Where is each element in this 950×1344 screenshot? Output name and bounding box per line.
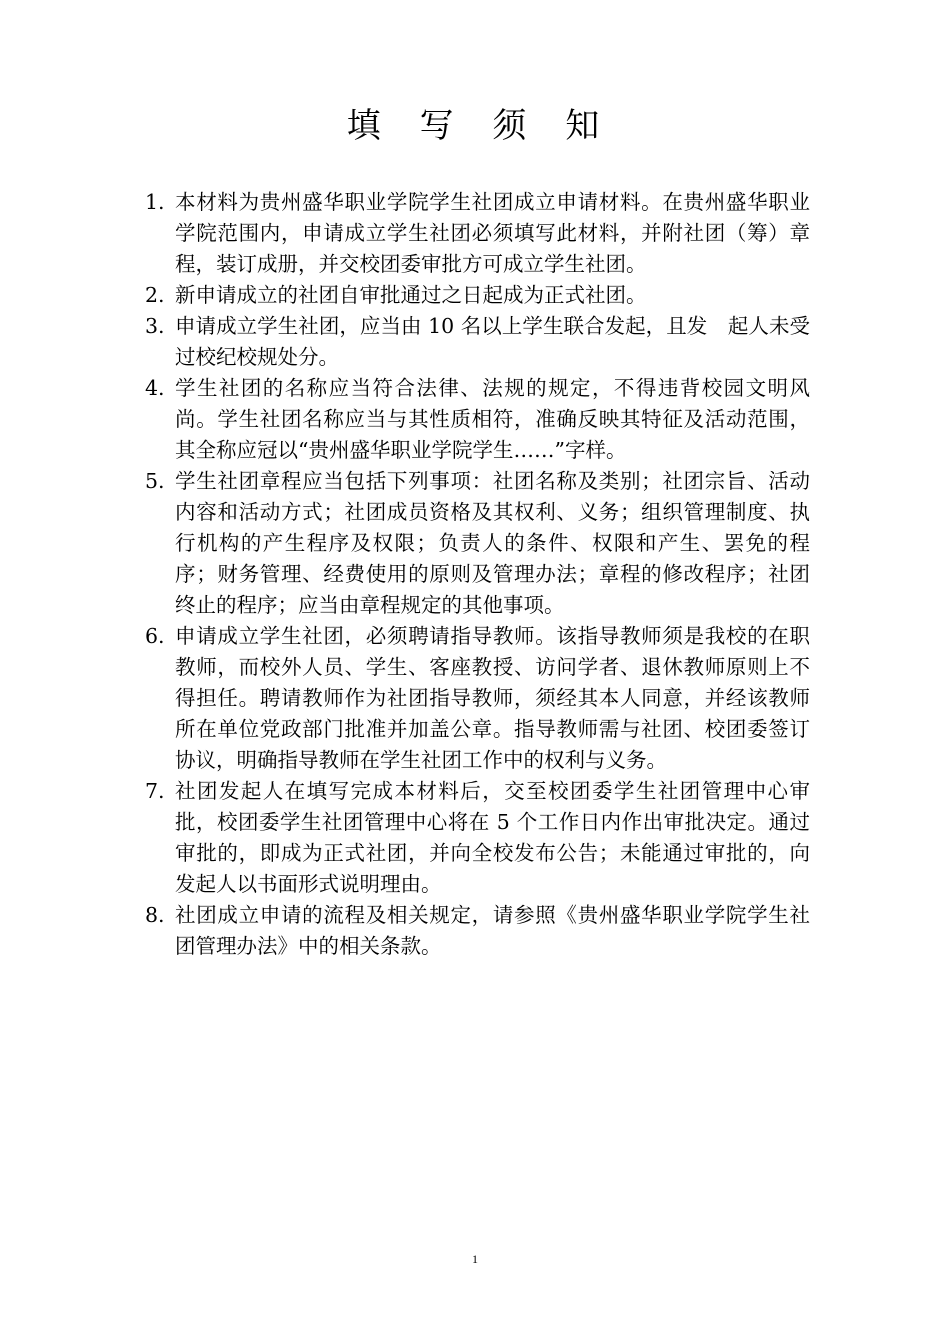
note-text: 学生社团章程应当包括下列事项：社团名称及类别；社团宗旨、活动内容和活动方式；社团成员资格及其权利、义务；组织管理制度、执行机构的产生程序及权限；负责人的条件、权限和产生、罢免的程序；财务管理、经费使用的原则及管理办法；章程的修改程序；社团终止的程序；应当由章程规定的其他事项。 <box>175 469 810 617</box>
note-text: 本材料为贵州盛华职业学院学生社团成立申请材料。在贵州盛华职业学院范围内，申请成立学生社团必须填写此材料，并附社团（筹）章程，装订成册，并交校团委审批方可成立学生社团。 <box>175 190 810 276</box>
note-item-5 <box>145 466 810 621</box>
note-item-8 <box>145 900 810 962</box>
note-text: 申请成立学生社团，必须聘请指导教师。该指导教师须是我校的在职教师，而校外人员、学生、客座教授、访问学者、退休教师原则上不得担任。聘请教师作为社团指导教师，须经其本人同意，并经该教师所在单位党政部门批准并加盖公章。指导教师需与社团、校团委签订协议，明确指导教师在学生社团工作中的权利与义务。 <box>175 624 810 772</box>
note-item-2 <box>145 280 810 311</box>
note-item-4 <box>145 373 810 466</box>
note-text: 申请成立学生社团，应当由 10 名以上学生联合发起，且发 起人未受过校纪校规处分。 <box>175 314 810 369</box>
note-number: 1. <box>145 190 165 214</box>
note-number: 3. <box>145 314 165 338</box>
note-item-1 <box>145 187 810 280</box>
note-item-7 <box>145 776 810 900</box>
note-number: 7. <box>145 779 165 803</box>
note-text: 社团发起人在填写完成本材料后，交至校团委学生社团管理中心审批，校团委学生社团管理中心将在 5 个工作日内作出审批决定。通过审批的，即成为正式社团，并向全校发布公告；未能通过审批的，向发起人以书面形式说明理由。 <box>175 779 810 896</box>
note-text: 社团成立申请的流程及相关规定，请参照《贵州盛华职业学院学生社团管理办法》中的相关条款。 <box>175 903 810 958</box>
note-number: 4. <box>145 376 165 400</box>
page-number: 1 <box>472 1252 478 1266</box>
page-title: 填 写 须 知 <box>346 106 614 146</box>
note-item-3 <box>145 311 810 373</box>
note-text: 新申请成立的社团自审批通过之日起成为正式社团。 <box>175 283 647 307</box>
note-number: 5. <box>145 469 165 493</box>
notes-list <box>145 187 810 962</box>
note-text: 学生社团的名称应当符合法律、法规的规定，不得违背校园文明风尚。学生社团名称应当与其性质相符，准确反映其特征及活动范围，其全称应冠以“贵州盛华职业学院学生……”字样。 <box>175 376 810 462</box>
note-number: 8. <box>145 903 165 927</box>
note-number: 6. <box>145 624 165 648</box>
note-number: 2. <box>145 283 165 307</box>
note-item-6 <box>145 621 810 776</box>
